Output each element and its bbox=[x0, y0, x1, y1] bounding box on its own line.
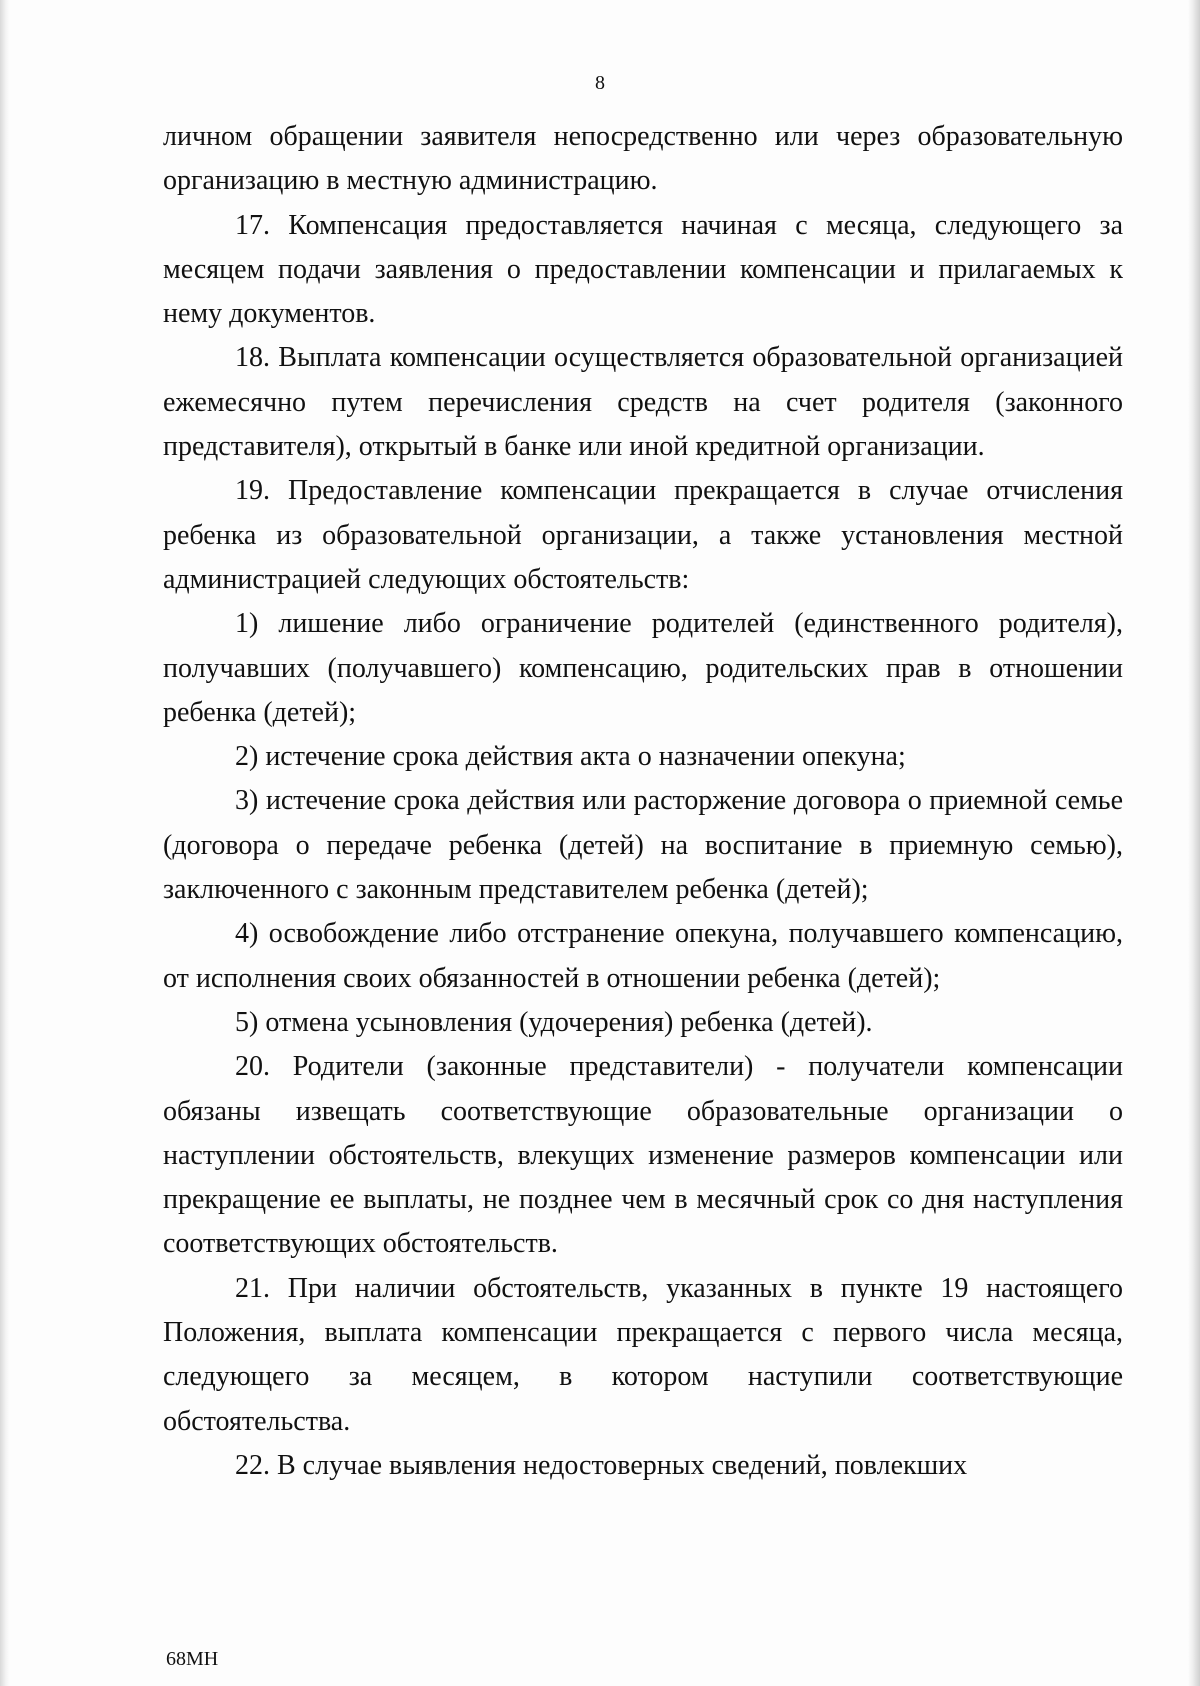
footer-code: 68МН bbox=[166, 1648, 219, 1670]
paragraph-19: 19. Предоставление компенсации прекращается в случае отчисления ребенка из образовательной организации, а также установления местной администрацией следующих обстоятельств: bbox=[163, 475, 1123, 595]
paragraph-continuation: личном обращении заявителя непосредственно или через образовательную организацию в местную администрацию. bbox=[163, 121, 1123, 197]
scan-edge-right bbox=[1188, 0, 1200, 1686]
scan-edge-left bbox=[0, 0, 10, 1686]
list-item-1: 1) лишение либо ограничение родителей (единственного родителя), получавших (получавшего) компенсацию, родительских прав в отношении ребенка (детей); bbox=[163, 608, 1123, 728]
paragraph-20: 20. Родители (законные представители) - получатели компенсации обязаны извещать соответствующие образовательные организации о наступлении обстоятельств, влекущих изменение размеров компенсации или прекращение ее выплаты, не позднее чем в месячный срок со дня наступления соответствующих обстоятельств. bbox=[163, 1051, 1123, 1260]
list-item-3: 3) истечение срока действия или расторжение договора о приемной семье (договора о передаче ребенка (детей) на воспитание в приемную семью), заключенного с законным представителем ребенка (детей); bbox=[163, 785, 1123, 906]
list-item-5: 5) отмена усыновления (удочерения) ребенка (детей). bbox=[235, 1006, 873, 1038]
list-item-2: 2) истечение срока действия акта о назначении опекуна; bbox=[235, 741, 906, 773]
list-item-4: 4) освобождение либо отстранение опекуна, получавшего компенсацию, от исполнения своих обязанностей в отношении ребенка (детей); bbox=[163, 918, 1123, 994]
paragraph-21: 21. При наличии обстоятельств, указанных в пункте 19 настоящего Положения, выплата компенсации прекращается с первого числа месяца, следующего за месяцем, в котором наступили соответствующие обстоятельства. bbox=[163, 1272, 1123, 1437]
paragraph-17: 17. Компенсация предоставляется начиная с месяца, следующего за месяцем подачи заявления о предоставлении компенсации и прилагаемых к нему документов. bbox=[163, 209, 1123, 330]
page-number: 8 bbox=[595, 72, 605, 94]
paragraph-18: 18. Выплата компенсации осуществляется образовательной организацией ежемесячно путем перечисления средств на счет родителя (законного представителя), открытый в банке или иной кредитной организации. bbox=[163, 342, 1123, 463]
paragraph-22: 22. В случае выявления недостоверных сведений, повлекших bbox=[235, 1449, 968, 1481]
document-text bbox=[163, 115, 1123, 1488]
